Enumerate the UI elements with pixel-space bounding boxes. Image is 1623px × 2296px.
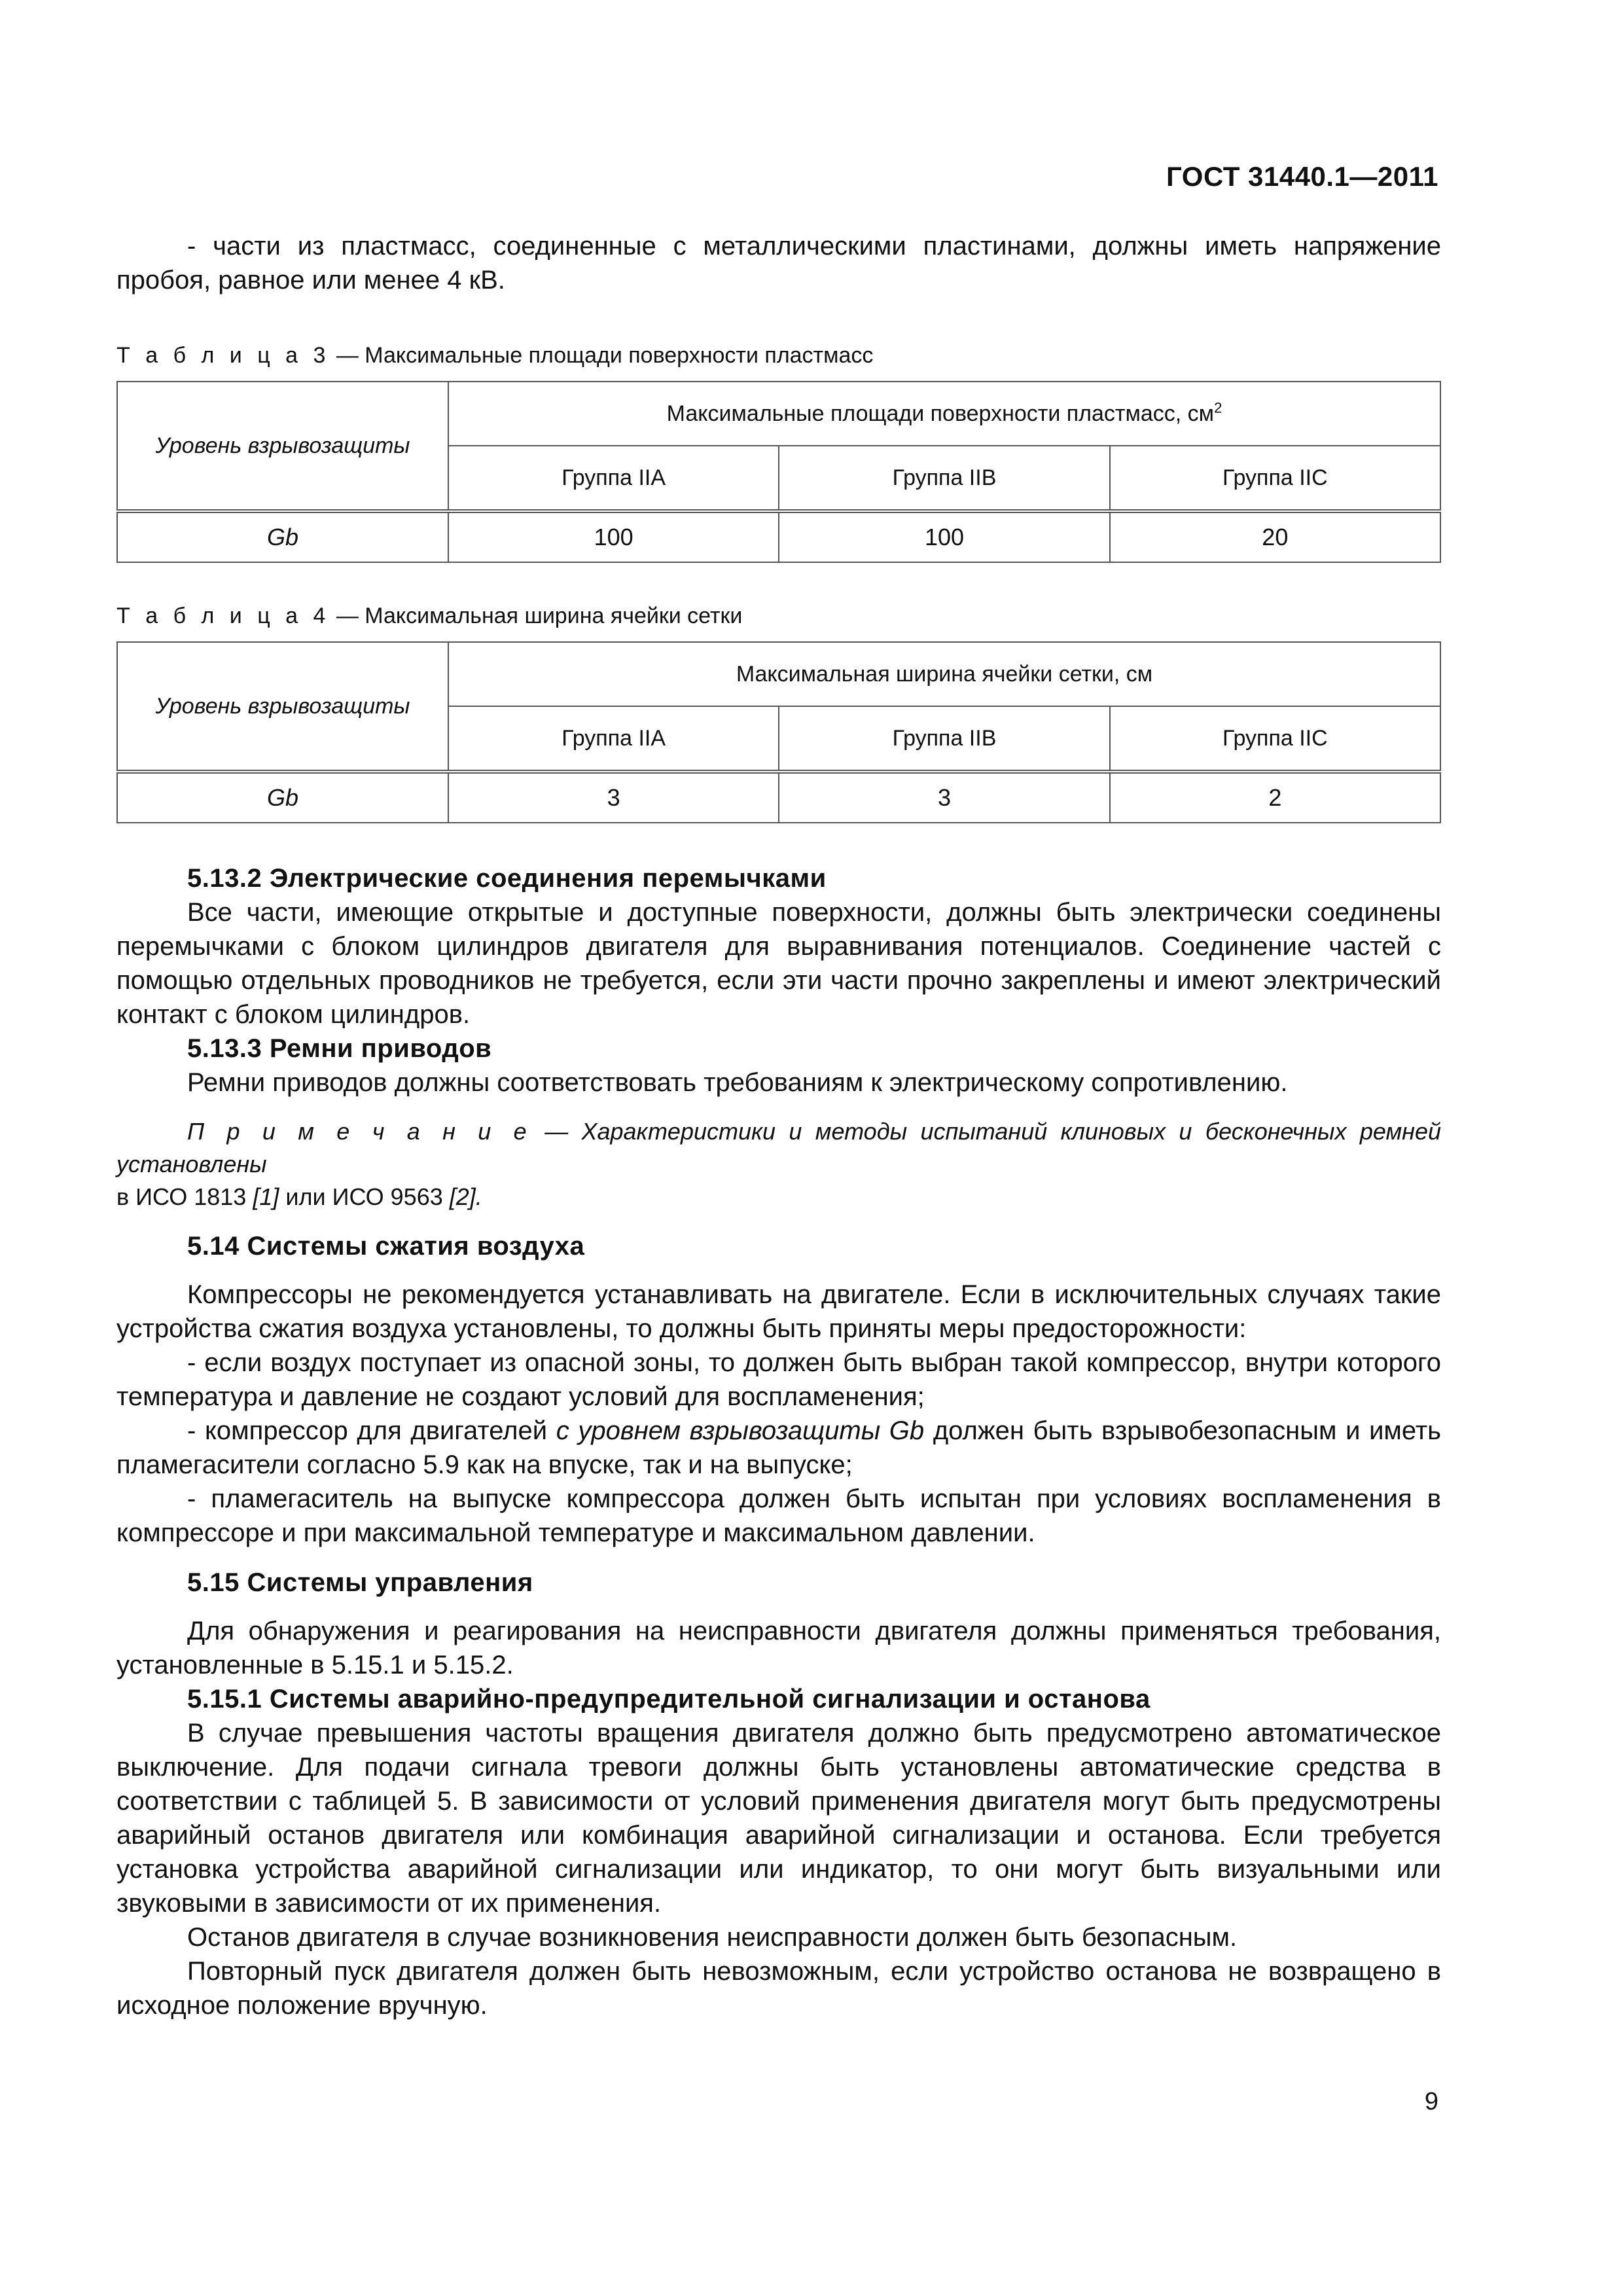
section-5-15-title: 5.15 Системы управления (187, 1568, 533, 1597)
table4 (116, 641, 1441, 823)
section-5-14-title: 5.14 Системы сжатия воздуха (187, 1232, 585, 1261)
section-5-13-3-title: 5.13.3 Ремни приводов (187, 1034, 492, 1063)
table-row (117, 511, 1440, 562)
table3-value-cell: 100 (448, 511, 779, 562)
table4-level-header: Уровень взрывозащиты (117, 642, 448, 772)
table3-caption-text: — Максимальные площади поверхности пластмасс (330, 343, 874, 368)
section-5-15-1-p3: Повторный пуск двигателя должен быть невозможным, если устройство останова не возвращено в исходное положение вручную. (116, 1957, 1441, 2020)
section-5-13-2-text: Все части, имеющие открытые и доступные поверхности, должны быть электрически соединены перемычками с блоком цилиндров двигателя для выравнивания потенциалов. Соединение частей с помощью отдельных проводников не требуется, если эти части прочно закреплены и имеют электрический контакт с блоком цилиндров. (116, 898, 1441, 1029)
table3-value-cell: 20 (1110, 511, 1440, 562)
table4-caption (116, 601, 1441, 631)
table3-caption (116, 340, 1441, 370)
table3-group-header: Группа IIA (448, 446, 779, 511)
table3-span-header-sup: 2 (1214, 399, 1222, 416)
section-5-14-bullet2-b: должен быть взрывобезопасным и иметь пламегасители согласно 5.9 как на впуске, так и на выпуске; (116, 1416, 1442, 1479)
page-number: 9 (1424, 2088, 1438, 2115)
table3-level-cell: Gb (117, 511, 448, 562)
section-5-15-1-p1: В случае превышения частоты вращения двигателя должно быть предусмотрено автоматическое выключение. Для подачи сигнала тревоги должны быть установлены автоматические средства в соответствии с таблицей 5. В зависимости от условий применения двигателя могут быть предусмотрены аварийный останов двигателя или комбинация аварийной сигнализации и останова. Если требуется установка устройства аварийной сигнализации или индикатор, то они могут быть визуальными или звуковыми в зависимости от их применения. (116, 1719, 1441, 1918)
note-ref1: [1] (253, 1183, 279, 1210)
note-ref2: [2] (449, 1183, 476, 1210)
section-5-14-bullet2 (116, 1414, 1441, 1482)
note-label: П р и м е ч а н и е (187, 1118, 531, 1145)
section-5-14-p1: Компрессоры не рекомендуется устанавливать на двигателе. Если в исключительных случаях такие устройства сжатия воздуха установлены, то должны быть приняты меры предосторожности: (116, 1280, 1441, 1343)
table4-span-header: Максимальная ширина ячейки сетки, см (448, 642, 1440, 706)
table4-value-cell: 2 (1110, 772, 1440, 823)
section-5-14-bullet2-a: - компрессор для двигателей (187, 1416, 556, 1445)
table-row (117, 772, 1440, 823)
table3-caption-label: Т а б л и ц а 3 (116, 343, 330, 368)
section-5-14-bullet3: - пламегаситель на выпуске компрессора должен быть испытан при условиях воспламенения в компрессоре и при максимальной температуре и максимальном давлении. (116, 1484, 1441, 1547)
table3-level-header: Уровень взрывозащиты (117, 382, 448, 511)
note-line2-a: в ИСО 1813 (116, 1183, 253, 1210)
page-content (116, 229, 1441, 2022)
table3 (116, 381, 1441, 563)
note-line2-end: . (475, 1183, 482, 1210)
note-line2-b: или ИСО 9563 (279, 1183, 450, 1210)
table4-group-header: Группа IIA (448, 706, 779, 772)
table4-value-cell: 3 (448, 772, 779, 823)
section-5-13-2-title: 5.13.2 Электрические соединения перемычками (187, 864, 827, 893)
table4-group-header: Группа IIB (779, 706, 1109, 772)
section-5-14-bullet2-italic: с уровнем взрывозащиты Gb (556, 1416, 925, 1445)
table3-span-header-text: Максимальные площади поверхности пластмасс, см (666, 401, 1215, 426)
note-text: — Характеристики и методы испытаний клиновых и бесконечных ремней установлены (116, 1118, 1442, 1177)
intro-paragraph: - части из пластмасс, соединенные с металлическими пластинами, должны иметь напряжение пробоя, равное или менее 4 кВ. (116, 232, 1441, 295)
table4-value-cell: 3 (779, 772, 1109, 823)
section-5-15-1-title: 5.15.1 Системы аварийно-предупредительной сигнализации и останова (187, 1685, 1150, 1713)
table3-group-header: Группа IIB (779, 446, 1109, 511)
table4-caption-label: Т а б л и ц а 4 (116, 603, 330, 628)
section-5-15-p1: Для обнаружения и реагирования на неисправности двигателя должны применяться требования, установленные в 5.15.1 и 5.15.2. (116, 1617, 1441, 1679)
note-paragraph (116, 1115, 1441, 1213)
section-5-14-bullet1: - если воздух поступает из опасной зоны, то должен быть выбран такой компрессор, внутри которого температура и давление не создают условий для воспламенения; (116, 1348, 1441, 1411)
table3-span-header (448, 382, 1440, 446)
table4-level-cell: Gb (117, 772, 448, 823)
section-5-13-3-text: Ремни приводов должны соответствовать требованиям к электрическому сопротивлению. (187, 1068, 1288, 1097)
document-code: ГОСТ 31440.1—2011 (1166, 161, 1438, 192)
table3-value-cell: 100 (779, 511, 1109, 562)
section-5-15-1-p2: Останов двигателя в случае возникновения неисправности должен быть безопасным. (187, 1923, 1238, 1952)
table4-caption-text: — Максимальная ширина ячейки сетки (330, 603, 743, 628)
table4-group-header: Группа IIC (1110, 706, 1440, 772)
table3-group-header: Группа IIC (1110, 446, 1440, 511)
